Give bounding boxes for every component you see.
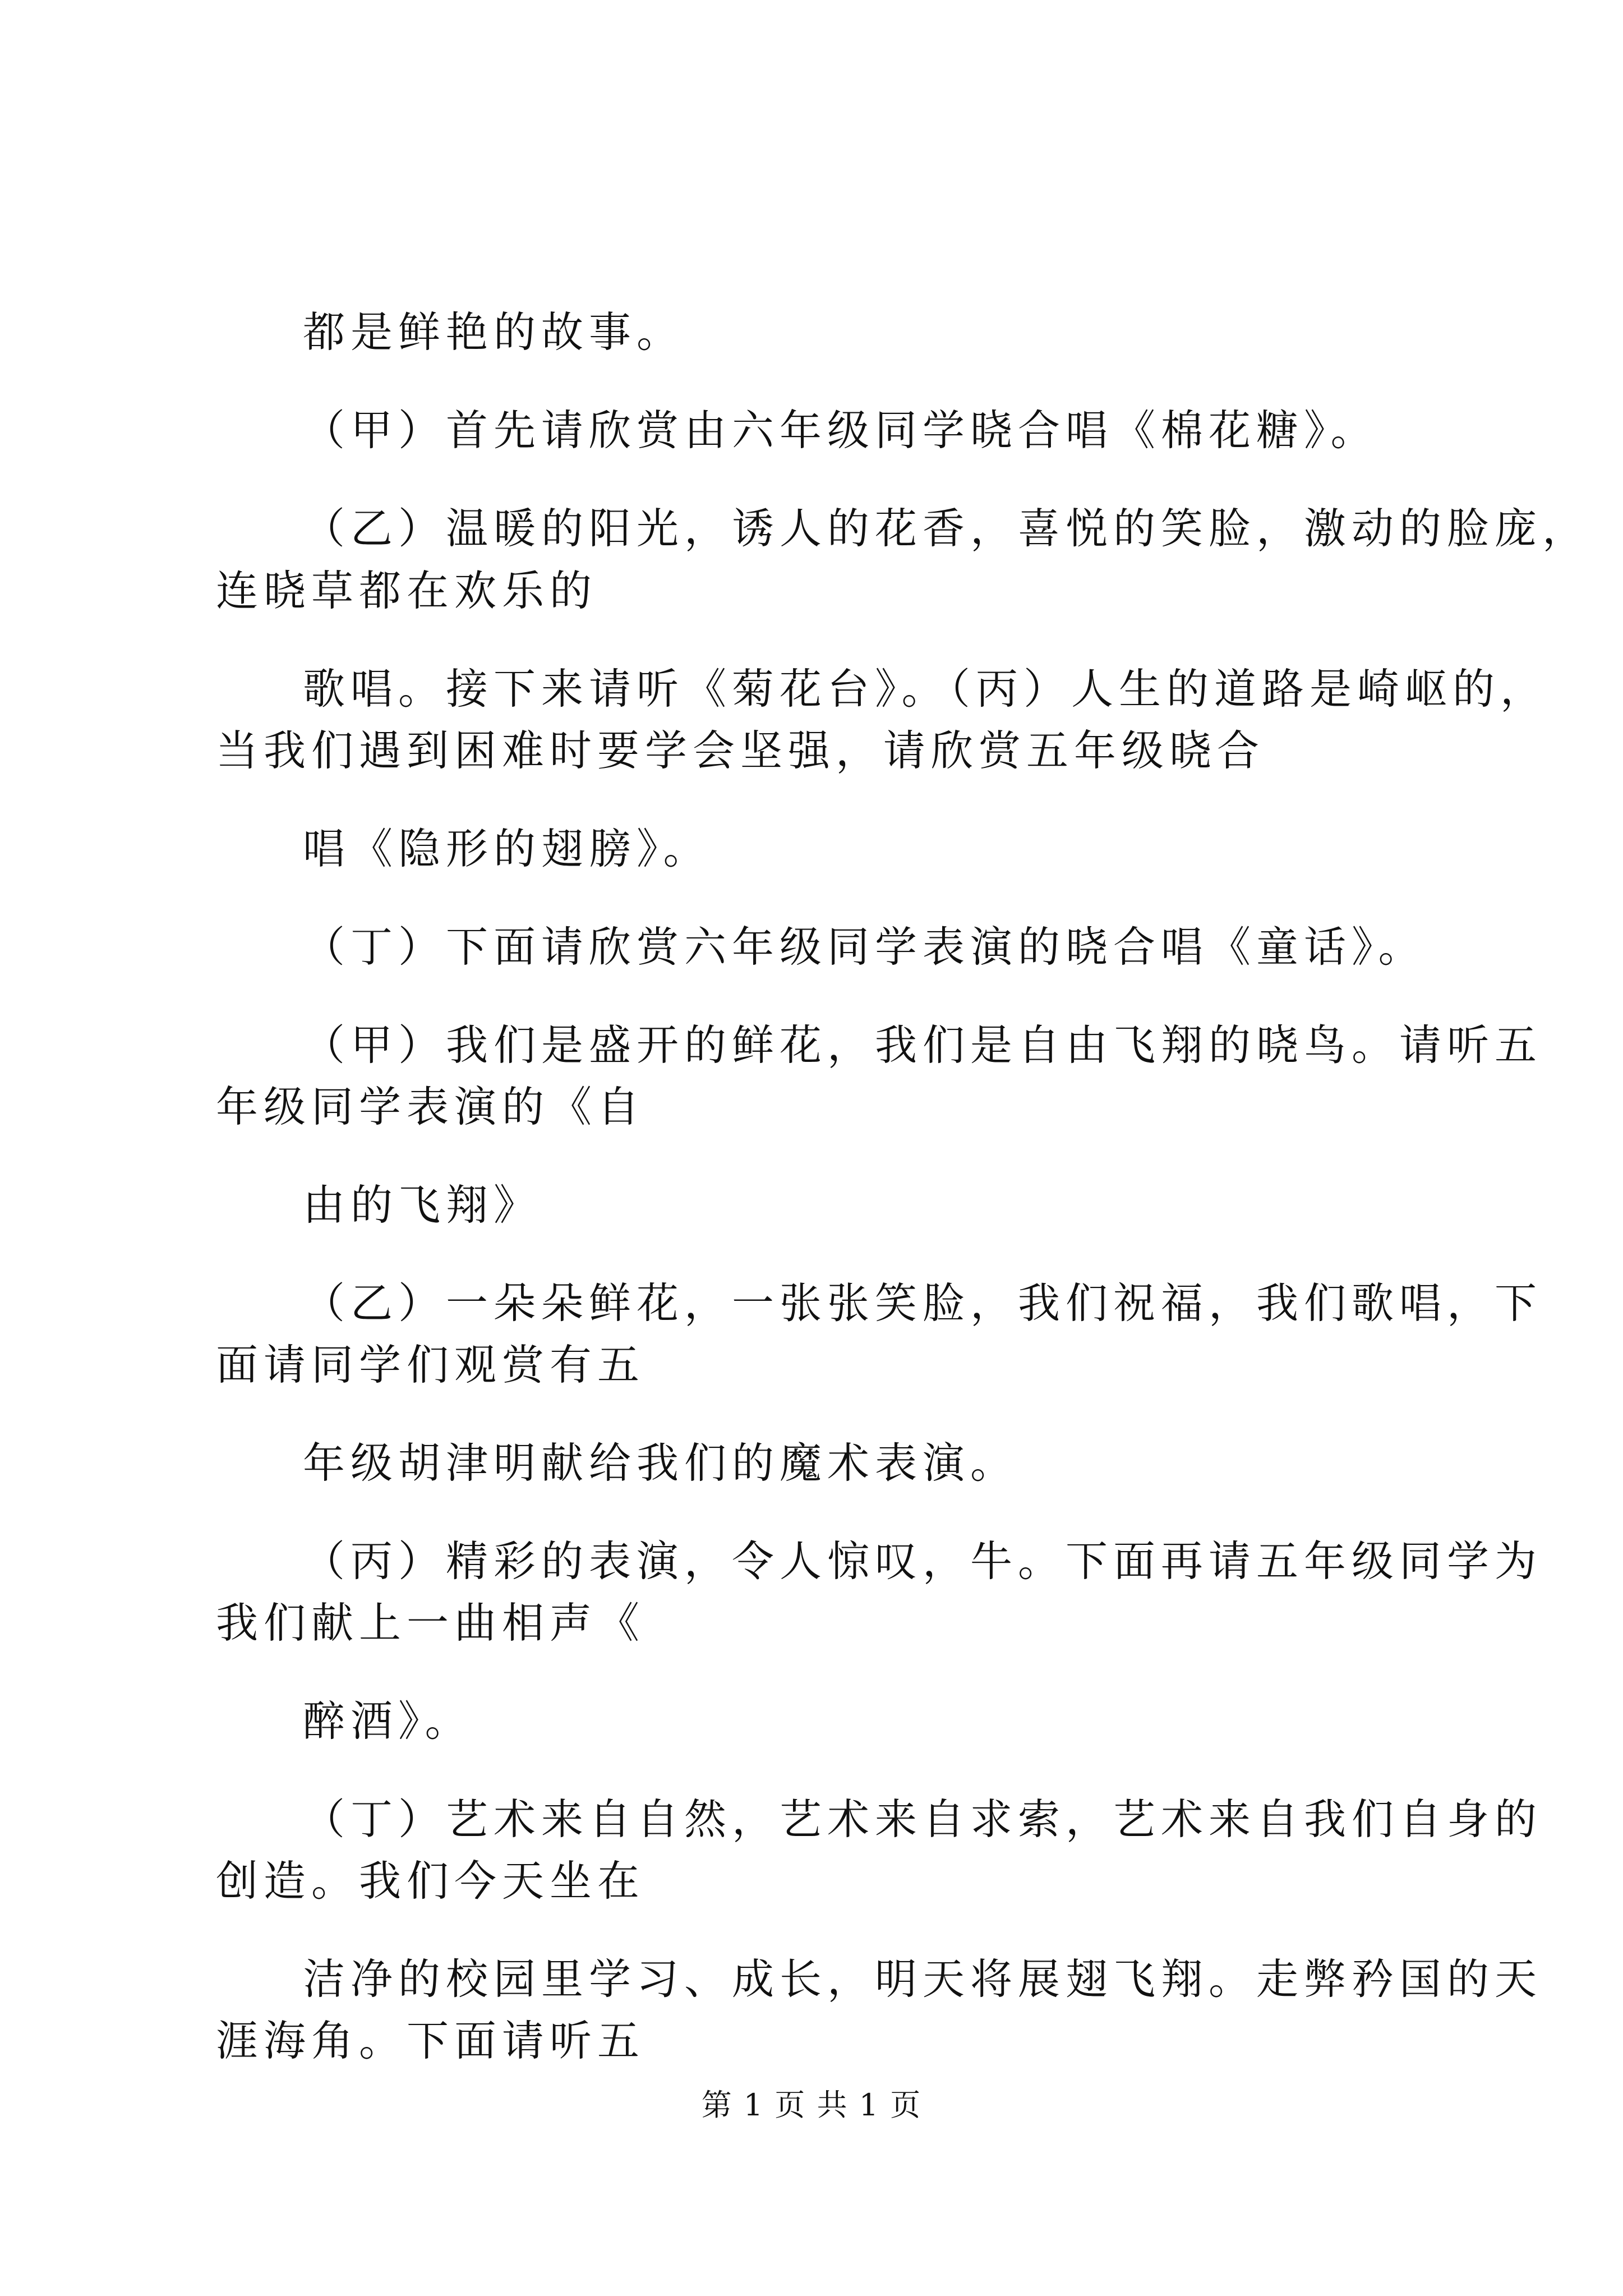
page-footer: 第 1 页 共 1 页 bbox=[701, 2087, 922, 2123]
text-line: 歌唱。接下来请听《菊花台》。（丙）人生的道路是崎岖的， bbox=[303, 664, 1548, 714]
text-line: 醉酒》。 bbox=[303, 1696, 473, 1746]
text-line: （丁）艺术来自自然，艺术来自求索，艺术来自我们自身的 bbox=[303, 1795, 1543, 1844]
text-line: （甲）我们是盛开的鲜花，我们是自由飞翔的晓鸟。请听五 bbox=[303, 1020, 1543, 1070]
text-line: （甲）首先请欣赏由六年级同学晓合唱《棉花糖》。 bbox=[303, 406, 1378, 455]
text-line: 面请同学们观赏有五 bbox=[216, 1340, 645, 1389]
text-line: 洁净的校园里学习、成长，明天将展翅飞翔。走弊矜国的天 bbox=[303, 1954, 1543, 2004]
text-line: 涯海角。下面请听五 bbox=[216, 2016, 645, 2065]
text-line: 当我们遇到困难时要学会坚强，请欣赏五年级晓合 bbox=[216, 726, 1265, 775]
text-line: 年级同学表演的《自 bbox=[216, 1082, 645, 1131]
text-line: 连晓草都在欢乐的 bbox=[216, 566, 598, 615]
text-line: 都是鲜艳的故事。 bbox=[303, 307, 685, 357]
text-line: （丙）精彩的表演，令人惊叹，牛。下面再请五年级同学为 bbox=[303, 1536, 1543, 1586]
text-line: 年级胡津明献给我们的魔术表演。 bbox=[303, 1438, 1018, 1488]
text-line: （乙）一朵朵鲜花，一张张笑脸，我们祝福，我们歌唱，下 bbox=[303, 1278, 1543, 1328]
text-line: 唱《隐形的翅膀》。 bbox=[303, 824, 711, 873]
text-line: （丁）下面请欣赏六年级同学表演的晓合唱《童话》。 bbox=[303, 922, 1426, 972]
text-line: （乙）温暖的阳光，诱人的花香，喜悦的笑脸，激动的脸庞， bbox=[303, 504, 1590, 553]
text-line: 由的飞翔》 bbox=[303, 1180, 542, 1230]
text-line: 创造。我们今天坐在 bbox=[216, 1856, 645, 1906]
text-line: 我们献上一曲相声《 bbox=[216, 1598, 645, 1648]
